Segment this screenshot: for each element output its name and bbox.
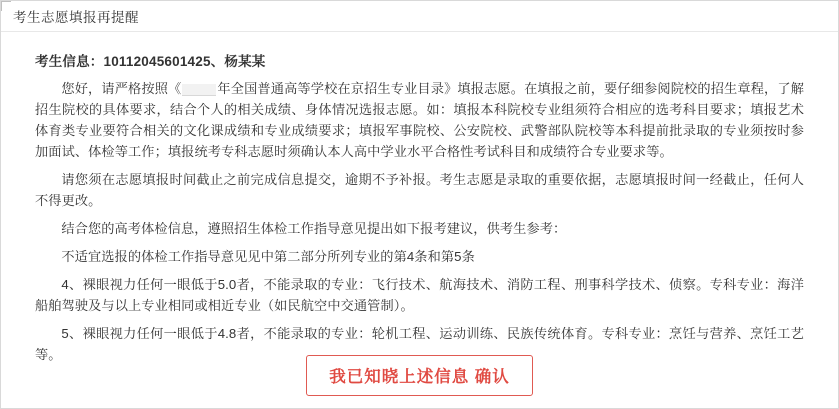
paragraph-notice-3: 结合您的高考体检信息，遵照招生体检工作指导意见提出如下报考建议，供考生参考： xyxy=(61,221,567,236)
paragraph-suffix: 年全国普通高等学校在京招生专业目录》填报志愿。在填报之前，要仔细参阅院校的招生章程，了解招生院校的具体要求，结合个人的相关成绩、身体情况选报志愿。如：填报本科院校专业组须符合相应的选考科目要求；填报艺术体育类专业要符合相关的文化课成绩和专业成绩要求；填报军事院校、公安院校、武警部队院校等本科提前批录取的专业须按时参加面试、体检等工作；填报统考专科志愿时须确认本人高中学业水平合格性考试科目和成绩符合专业要求等。 xyxy=(35,81,804,159)
confirm-button[interactable]: 我已知晓上述信息 确认 xyxy=(306,355,533,396)
student-info: 考生信息：10112045601425、杨某某 xyxy=(35,54,266,69)
paragraph-rule-5: 5、裸眼视力任何一眼低于4.8者，不能录取的专业：轮机工程、运动训练、民族传统体育。专科专业：烹饪与营养、烹饪工艺等。 xyxy=(35,326,804,362)
dialog-footer xyxy=(1,342,838,408)
dialog-titlebar xyxy=(1,1,838,32)
page-title: 考生志愿填报再提醒 xyxy=(13,10,139,25)
paragraph-notice-1 xyxy=(35,78,804,162)
dialog-body xyxy=(1,32,838,365)
window-corner-mark xyxy=(1,1,11,11)
redacted-year-block xyxy=(182,84,216,96)
paragraph-notice-4: 不适宜选报的体检工作指导意见见中第二部分所列专业的第4条和第5条 xyxy=(61,249,475,264)
paragraph-prefix: 您好，请严格按照《 xyxy=(61,81,182,96)
paragraph-rule-4: 4、裸眼视力任何一眼低于5.0者，不能录取的专业：飞行技术、航海技术、消防工程、刑事科学技术、侦察。专科专业：海洋船舶驾驶及与以上专业相同或相近专业（如民航空中交通管制）。 xyxy=(35,277,804,313)
paragraph-notice-2: 请您须在志愿填报时间截止之前完成信息提交，逾期不予补报。考生志愿是录取的重要依据，志愿填报时间一经截止，任何人不得更改。 xyxy=(35,172,804,208)
